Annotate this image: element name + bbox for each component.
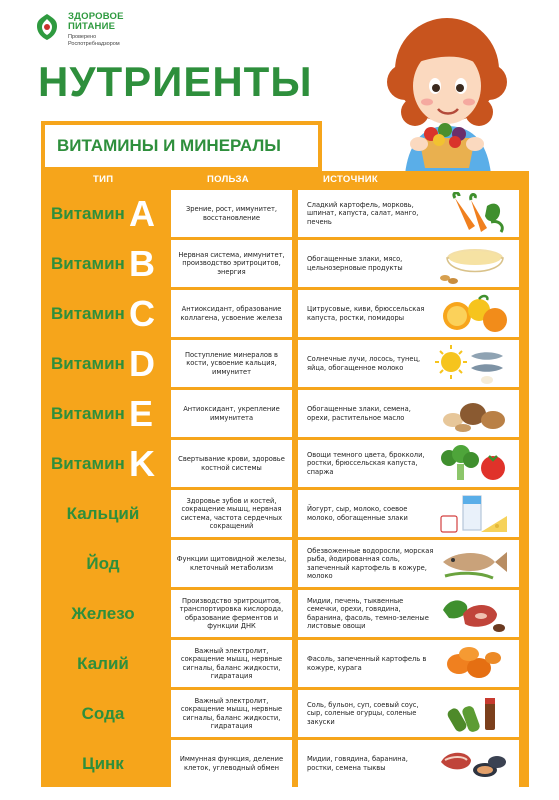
fish-icon — [435, 542, 509, 585]
header-type: ТИП — [93, 174, 114, 185]
nuts-icon — [435, 392, 509, 435]
table-row — [41, 440, 529, 487]
table-row — [41, 690, 529, 737]
row-source — [298, 440, 519, 487]
row-source-text: Овощи темного цвета, брокколи, ростки, брюссельская капуста, спаржа — [307, 451, 425, 476]
row-type: Цинк — [82, 753, 124, 773]
vitamin-letter: K — [129, 443, 155, 484]
row-benefit: Зрение, рост, иммунитет, восстановление — [171, 190, 292, 237]
table-row — [41, 740, 529, 787]
header-source: ИСТОЧНИК — [323, 174, 378, 185]
row-source-text: Соль, бульон, суп, соевый соус, сыр, соленые огурцы, соленые закуски — [307, 701, 419, 726]
row-type: Йод — [86, 553, 120, 573]
page-title: НУТРИЕНТЫ — [38, 58, 313, 105]
row-source-text: Мидии, говядина, баранина, ростки, семена тыквы — [307, 755, 408, 772]
row-benefit: Антиоксидант, укрепление иммунитета — [171, 390, 292, 437]
table-row — [41, 340, 529, 387]
row-benefit: Производство эритроцитов, транспортировка кислорода, образование ферментов и функции ДНК — [171, 590, 292, 637]
logo — [34, 12, 124, 47]
row-benefit: Нервная система, иммунитет, производство эритроцитов, энергия — [171, 240, 292, 287]
header-benefit: ПОЛЬЗА — [207, 174, 249, 185]
row-type: Витамин — [51, 403, 125, 423]
row-source-text: Йогурт, сыр, молоко, соевое молоко, обогащенные злаки — [307, 505, 408, 522]
row-source-text: Сладкий картофель, морковь, шпинат, капуста, салат, манго, печень — [307, 201, 419, 226]
citrus-icon — [435, 292, 509, 335]
carrot-icon — [435, 192, 509, 235]
row-type: Витамин — [51, 353, 125, 373]
row-source — [298, 540, 519, 587]
subtitle-box — [41, 121, 322, 171]
row-type: Сода — [81, 703, 125, 723]
row-benefit: Функции щитовидной железы, клеточный метаболизм — [171, 540, 292, 587]
table-row — [41, 640, 529, 687]
sun-fish-icon — [435, 342, 509, 385]
row-source — [298, 490, 519, 537]
emblem-icon — [34, 12, 60, 42]
vitamin-letter: A — [129, 193, 155, 234]
dairy-icon — [435, 492, 509, 535]
row-source-text: Мидии, печень, тыквенные семечки, орехи, говядина, баранина, фасоль, темно-зеленые листовые овощи — [307, 596, 429, 630]
row-source-text: Обогащенные злаки, семена, орехи, растительное масло — [307, 405, 411, 422]
subtitle: ВИТАМИНЫ И МИНЕРАЛЫ — [57, 136, 281, 155]
row-source-text: Обезвоженные водоросли, морская рыба, йодированная соль, запеченный картофель в кожуре, молоко — [307, 546, 434, 580]
meat-greens-icon — [435, 592, 509, 635]
table-row — [41, 590, 529, 637]
row-source-text: Обогащенные злаки, мясо, цельнозерновые продукты — [307, 255, 403, 272]
table-row — [41, 540, 529, 587]
row-source — [298, 190, 519, 237]
table-row — [41, 390, 529, 437]
apricot-icon — [435, 642, 509, 685]
row-benefit: Важный электролит, сокращение мышц, нервные сигналы, баланс жидкости, гидратация — [171, 690, 292, 737]
vitamin-letter: E — [129, 393, 154, 434]
row-type: Калий — [77, 653, 129, 673]
row-type: Кальций — [66, 503, 140, 523]
row-source — [298, 590, 519, 637]
row-benefit: Поступление минералов в кости, усвоение кальция, иммунитет — [171, 340, 292, 387]
row-source — [298, 640, 519, 687]
row-source — [298, 390, 519, 437]
logo-sub-2: Роспотребнадзором — [68, 40, 120, 47]
girl-illustration — [375, 12, 525, 174]
row-benefit: Антиоксидант, образование коллагена, усвоение железа — [171, 290, 292, 337]
row-source — [298, 340, 519, 387]
row-type: Витамин — [51, 253, 125, 273]
row-benefit: Иммунная функция, деление клеток, углеводный обмен — [171, 740, 292, 787]
grain-bowl-icon — [435, 242, 509, 285]
row-benefit: Свертывание крови, здоровье костной системы — [171, 440, 292, 487]
row-type: Витамин — [51, 453, 125, 473]
row-source — [298, 740, 519, 787]
row-source-text: Фасоль, запеченный картофель в кожуре, курага — [307, 655, 427, 672]
broccoli-tomato-icon — [435, 442, 509, 485]
table-row — [41, 490, 529, 537]
row-type: Железо — [71, 603, 135, 623]
vitamin-letter: B — [129, 243, 155, 284]
row-type: Витамин — [51, 303, 125, 323]
row-benefit: Важный электролит, сокращение мышц, нервные сигналы, баланс жидкости, гидратация — [171, 640, 292, 687]
table-row — [41, 290, 529, 337]
table-row — [41, 240, 529, 287]
row-type: Витамин — [51, 203, 125, 223]
row-source — [298, 290, 519, 337]
logo-line-2: ПИТАНИЕ — [68, 21, 116, 32]
row-source-text: Цитрусовые, киви, брюссельская капуста, ростки, помидоры — [307, 305, 425, 322]
table-row — [41, 190, 529, 237]
mussels-steak-icon — [435, 742, 509, 785]
vitamin-letter: D — [129, 343, 155, 384]
logo-sub-1: Проверено — [68, 34, 97, 40]
vitamin-letter: C — [129, 293, 155, 334]
row-source — [298, 690, 519, 737]
row-benefit: Здоровье зубов и костей, сокращение мышц, нервная система, частота сердечных сокращений — [171, 490, 292, 537]
pickles-icon — [435, 692, 509, 735]
row-source-text: Солнечные лучи, лосось, тунец, яйца, обогащенное молоко — [307, 355, 421, 372]
row-source — [298, 240, 519, 287]
logo-line-1: ЗДОРОВОЕ — [68, 11, 124, 22]
